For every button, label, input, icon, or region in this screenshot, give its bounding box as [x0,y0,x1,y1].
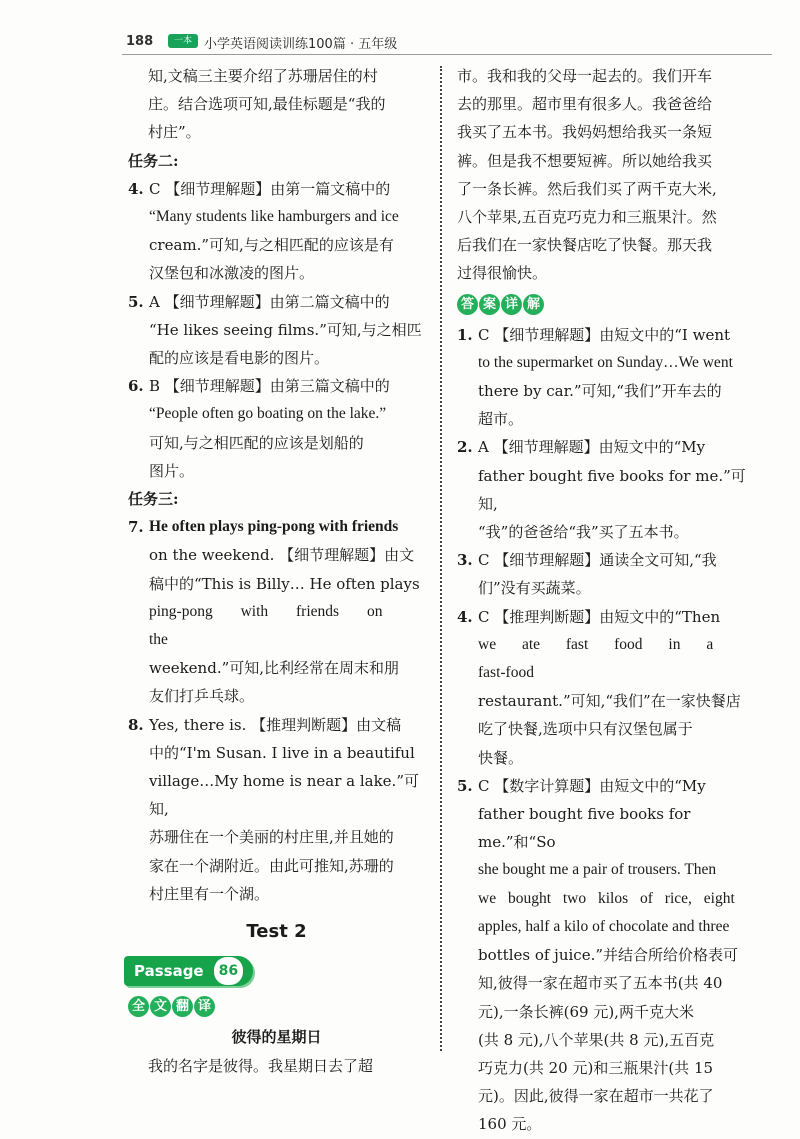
item-number: 1. [457,325,473,344]
item-number: 6. [128,377,144,396]
text-line: 村庄里有一个湖。 [149,884,270,903]
text-line: 中的“I'm Susan. I live in a beautiful [149,743,415,762]
text-line: 超市。 [478,410,524,429]
text-line: Yes, there is. 【推理判断题】由文稿 [149,715,402,734]
passage-number: 86 [214,957,243,985]
text-line: on the weekend. 【细节理解题】由文 [149,546,415,565]
book-title: 小学英语阅读训练100篇 · 五年级 [204,37,398,52]
text-line: (共 8 元),八个苹果(共 8 元),五百克 [478,1030,715,1049]
passage-label: Passage [134,962,204,981]
text-line: 们”没有买蔬菜。 [478,579,591,598]
text-line: 图片。 [149,461,195,480]
text-line: 去的那里。超市里有很多人。我爸爸给 [457,95,713,114]
item-number: 2. [457,438,473,457]
text-line: 配的应该是看电影的图片。 [149,349,330,368]
header-rule [122,54,772,55]
text-line: 过得很愉快。 [457,264,548,283]
answer-item-1 [457,321,757,434]
tag-char: 译 [194,996,215,1017]
answer-tag [457,294,757,315]
text-line: C 【推理判断题】由短文中的“Then [478,607,721,626]
task-heading: 任务二: [128,151,179,170]
text-line: C 【数字计算题】由短文中的“My [478,776,706,795]
tag-char: 案 [479,294,500,315]
text-line: “Many students like hamburgers and ice [149,208,399,226]
text-line: apples, half a kilo of chocolate and three [478,917,730,935]
text-line: 裤。但是我不想要短裤。所以她给我买 [457,151,713,170]
text-line: 苏珊住在一个美丽的村庄里,并且她的 [149,828,394,847]
text-line: restaurant.”可知,“我们”在一家快餐店 [478,692,741,711]
text-line: 村庄”。 [148,123,201,142]
answer-item-7 [128,513,425,710]
text-line: 八个苹果,五百克巧克力和三瓶果汁。然 [457,208,717,227]
answer-item-4 [457,603,757,772]
text-line: 友们打乒乓球。 [149,687,255,706]
text-line: 快餐。 [478,748,524,767]
story-title: 彼得的星期日 [231,1028,322,1047]
task-heading: 任务三: [128,490,179,509]
text-line: 我买了五本书。我妈妈想给我买一条短 [457,123,713,142]
text-line: cream.”可知,与之相匹配的应该是有 [149,236,394,255]
text-line: “People often go boating on the lake.” [149,405,387,423]
item-number: 4. [457,607,473,626]
text-line: C 【细节理解题】通读全文可知,“我 [478,551,717,570]
text-line: A 【细节理解题】由第二篇文稿中的 [149,292,390,311]
item-number: 7. [128,518,144,537]
text-line: 元)。因此,彼得一家在超市一共花了 [478,1087,714,1106]
text-line: 吃了快餐,选项中只有汉堡包属于 [478,720,693,739]
item-number: 5. [128,292,144,311]
page-number: 188 [126,34,154,49]
answer-item-5 [457,772,757,1139]
text-line: we ate fast food in a fast-food [478,635,714,682]
item-number: 5. [457,776,473,795]
answer-item-5 [128,288,425,373]
translation-tag [128,996,425,1017]
page-header [0,0,800,60]
text-line: father bought five books for me.”可知, [478,466,746,513]
text-line: to the supermarket on Sunday…We went [478,353,733,371]
text-line: “He likes seeing films.”可知,与之相匹 [149,320,422,339]
text-line: she bought me a pair of trousers. Then [478,861,717,879]
text-line: father bought five books for me.”和“So [478,805,691,852]
text-line: “我”的爸爸给“我”买了五本书。 [478,523,689,542]
text-line: 后我们在一家快餐店吃了快餐。那天我 [457,236,713,255]
answer-item-3 [457,546,757,602]
text-line: 了一条长裤。然后我们买了两千克大米, [457,179,717,198]
item-number: 3. [457,551,473,570]
text-line: A 【细节理解题】由短文中的“My [478,438,706,457]
text-line: village…My home is near a lake.”可知, [149,772,419,819]
text-line: we bought two kilos of rice, eight [478,889,735,907]
text-line: 160 元。 [478,1115,542,1134]
text-line: B 【细节理解题】由第三篇文稿中的 [149,377,390,396]
text-line: 可知,与之相匹配的应该是划船的 [149,433,364,452]
left-column [128,62,425,1080]
text-line: ping-pong with friends on the [149,602,383,649]
tag-char: 文 [150,996,171,1017]
text-line: 庄。结合选项可知,最佳标题是“我的 [148,95,386,114]
text-line: 知,文稿三主要介绍了苏珊居住的村 [148,67,378,85]
text-line: 稿中的“This is Billy… He often plays [149,574,420,593]
item-number: 4. [128,179,144,198]
item-number: 8. [128,715,144,734]
text-line: C 【细节理解题】由短文中的“I went [478,325,731,344]
text-line: weekend.”可知,比利经常在周末和朋 [149,659,400,678]
tag-char: 详 [501,294,522,315]
tag-char: 答 [457,294,478,315]
text-line: He often plays ping-pong with friends [149,518,399,536]
text-line: 市。我和我的父母一起去的。我们开车 [457,67,713,85]
column-divider [440,66,442,1051]
tag-char: 解 [523,294,544,315]
answer-item-4 [128,175,425,288]
intro-paragraph [128,62,425,147]
text-line: C 【细节理解题】由第一篇文稿中的 [149,179,391,198]
answer-item-8 [128,711,425,908]
text-line: 巧克力(共 20 元)和三瓶果汁(共 15 [478,1058,714,1077]
text-line: there by car.”可知,“我们”开车去的 [478,382,722,401]
answer-item-2 [457,433,757,546]
text-line: bottles of juice.”并结合所给价格表可 [478,946,739,965]
answer-item-6 [128,372,425,485]
text-line: 知,彼得一家在超市买了五本书(共 40 [478,974,723,993]
brand-logo: 一本 [168,34,198,48]
tag-char: 全 [128,996,149,1017]
right-column [457,62,757,1139]
text-line: 元),一条长裤(69 元),两千克大米 [478,1002,694,1021]
text-line: 汉堡包和冰激凌的图片。 [149,264,315,283]
story-first-line: 我的名字是彼得。我星期日去了超 [148,1056,374,1075]
text-line: 家在一个湖附近。由此可推知,苏珊的 [149,856,394,875]
test-title: Test 2 [246,921,307,943]
story-body [457,62,757,288]
passage-badge [124,956,253,986]
tag-char: 翻 [172,996,193,1017]
